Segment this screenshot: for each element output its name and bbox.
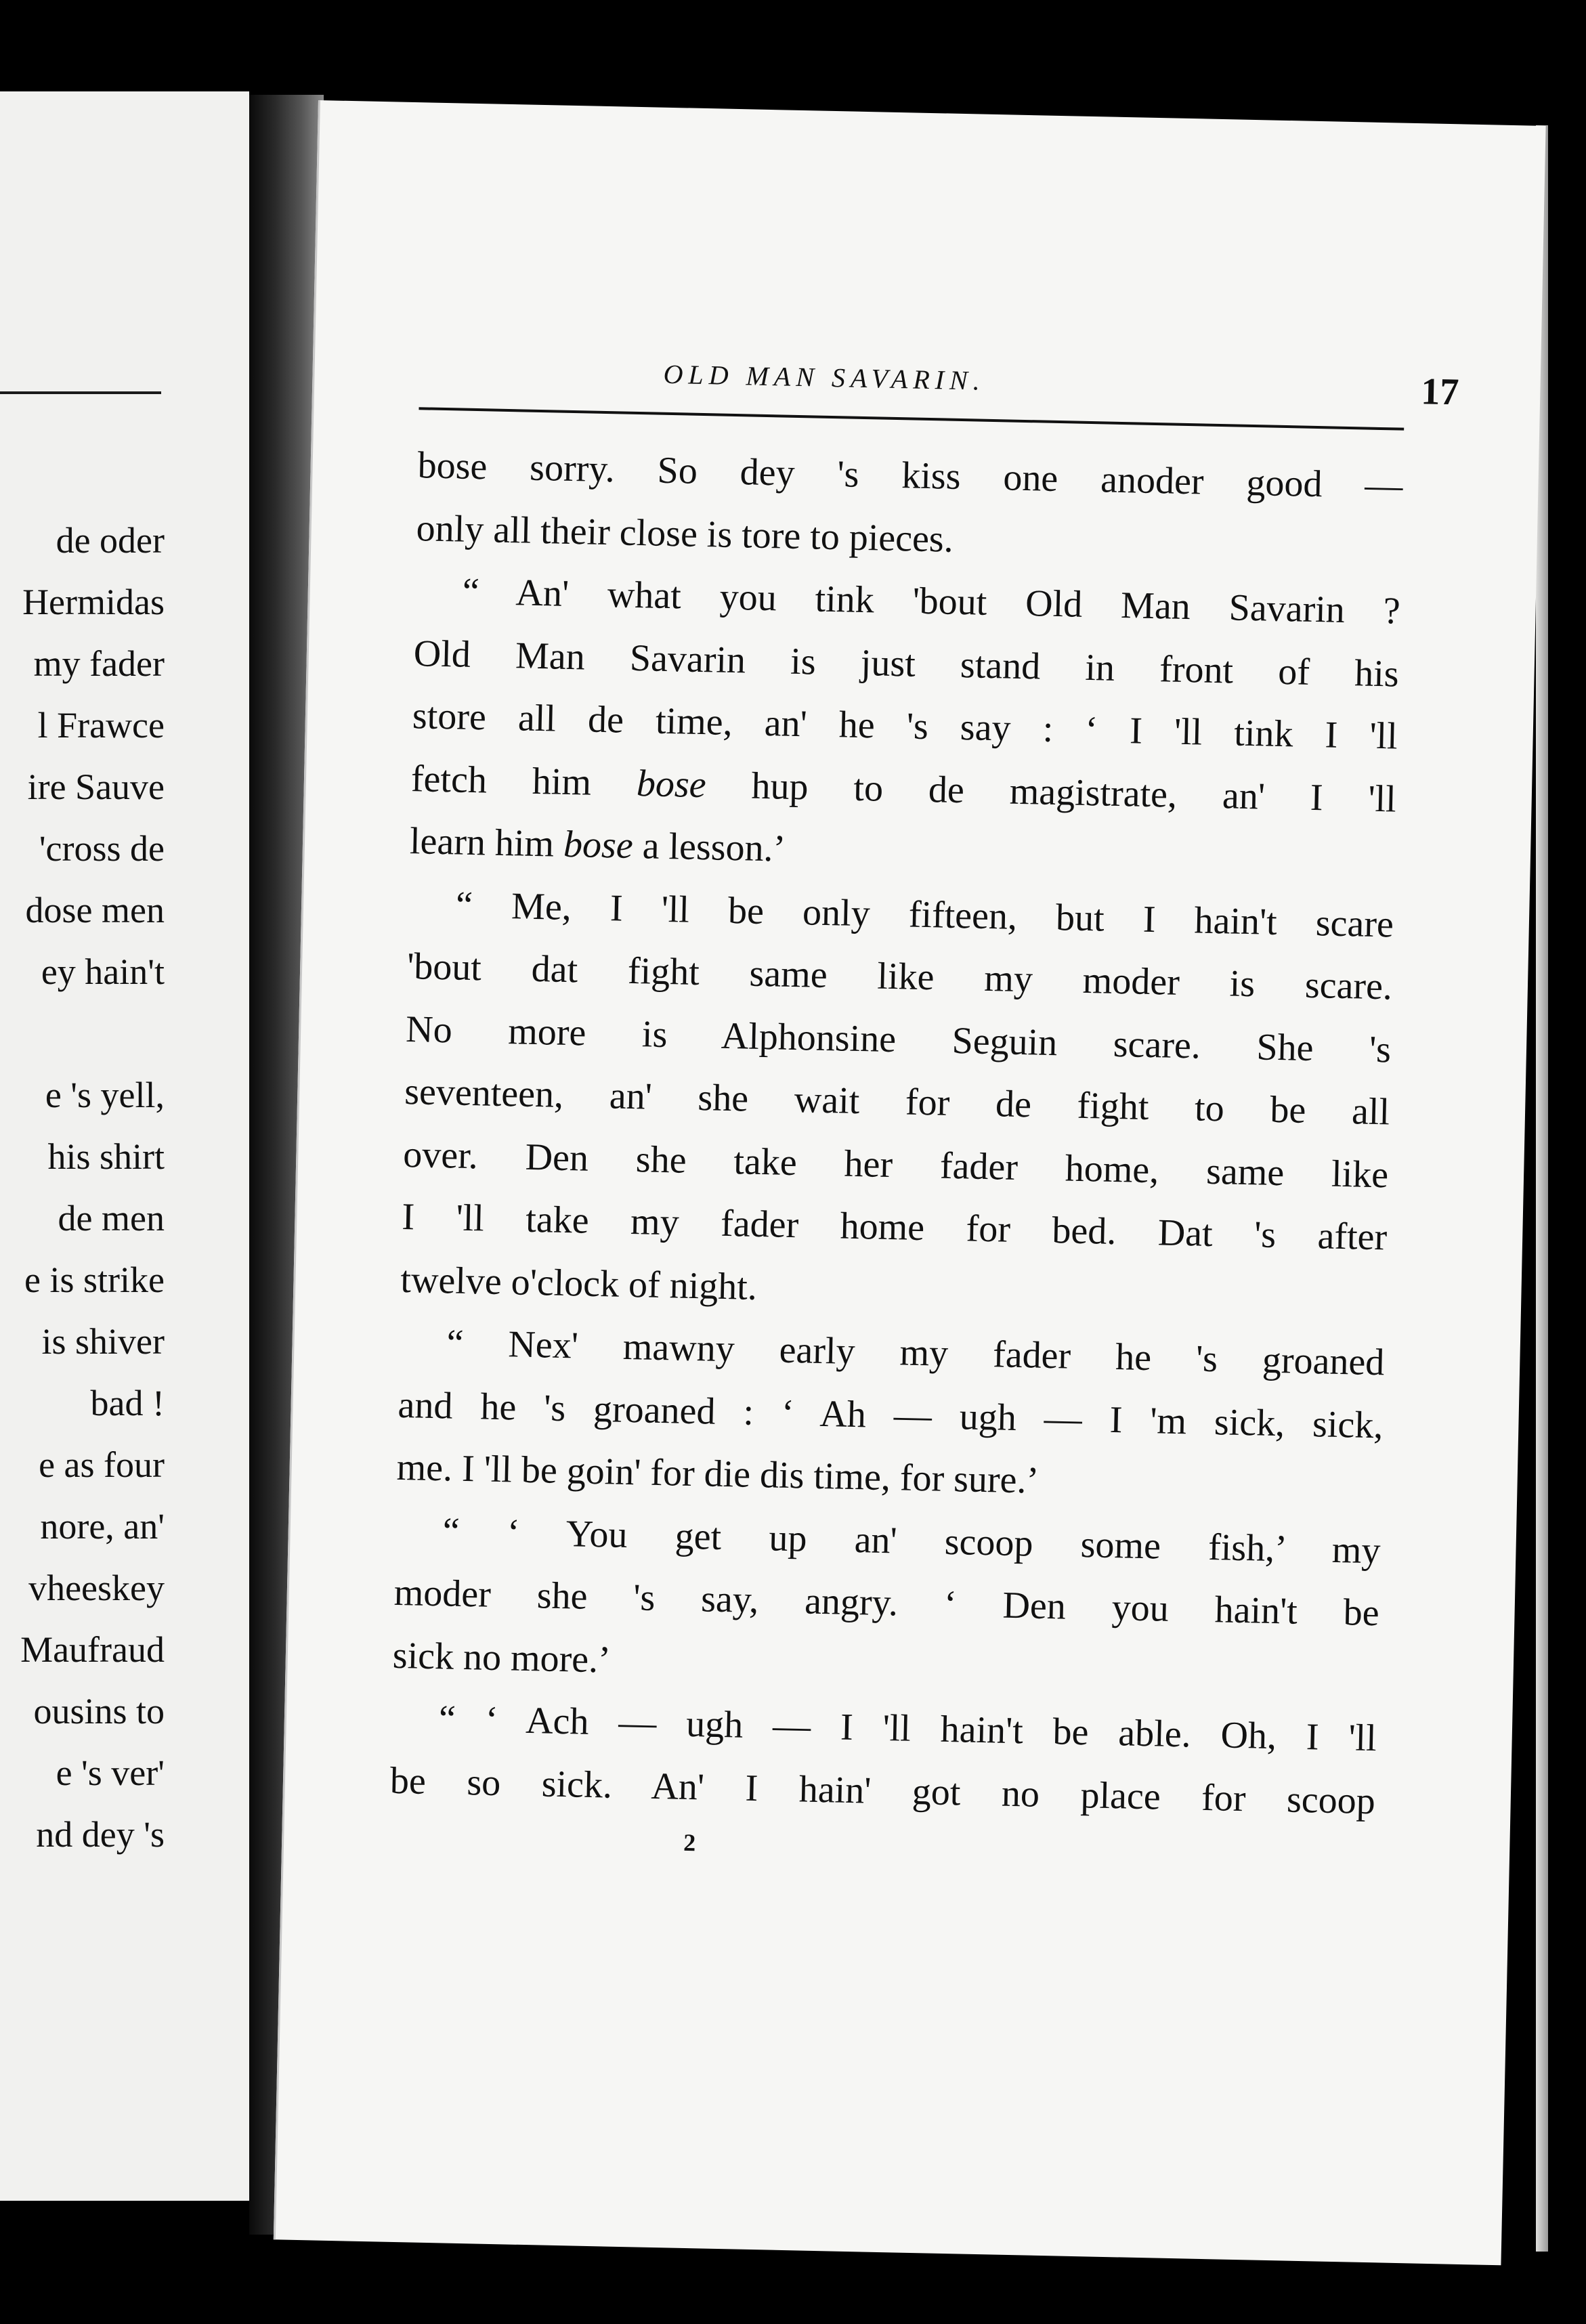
text-line: twelve o'clock of night. [400, 1258, 758, 1308]
text-line: only all their close is tore to pieces. [416, 507, 954, 561]
text-line: moder she 's say, angry. ‘ Den you hain't be [393, 1571, 1380, 1635]
text-line: sick no more.’ [392, 1634, 612, 1681]
signature-mark: 2 [683, 1828, 696, 1857]
text-line: learn him bose a lesson.’ [409, 820, 786, 870]
left-page-line: 'cross de [39, 828, 165, 869]
left-page-line: e 's ver' [56, 1752, 165, 1793]
left-page-line: de oder [56, 520, 165, 561]
text-line: No more is Alphonsine Seguin scare. She 's [405, 1008, 1392, 1071]
text-line: bose sorry. So dey 's kiss one anoder good — [417, 444, 1404, 507]
left-page [0, 91, 249, 2201]
left-page-line: e as four [39, 1444, 165, 1485]
body-text [389, 434, 1403, 1832]
left-page-line: l Frawce [37, 705, 165, 746]
left-page-line: Hermidas [22, 582, 165, 622]
left-page-line: e 's yell, [45, 1075, 165, 1115]
text-line: fetch him bose hup to de magistrate, an' I 'll [410, 757, 1397, 821]
left-page-line: his shirt [47, 1136, 165, 1177]
text-line: I 'll take my fader home for bed. Dat 's after [401, 1195, 1388, 1259]
text-line: Old Man Savarin is just stand in front of his [413, 632, 1400, 695]
header-rule [419, 407, 1404, 430]
text-line: “ Me, I 'll be only fifteen, but I hain't scare [455, 884, 1394, 946]
left-page-line: ey hain't [41, 951, 165, 992]
text-line: over. Den she take her fader home, same like [402, 1133, 1389, 1196]
left-page-line: ire Sauve [27, 767, 165, 807]
left-page-line: Maufraud [20, 1629, 165, 1670]
left-page-line [20, 1003, 165, 1064]
text-line: 'bout dat fight same like my moder is scare. [406, 945, 1393, 1008]
left-page-line: de men [58, 1198, 165, 1239]
left-header-rule [0, 391, 161, 394]
left-page-line: ousins to [33, 1691, 165, 1731]
left-page-line: nd dey 's [36, 1814, 165, 1855]
left-page-line: my fader [33, 643, 165, 684]
left-page-line: is shiver [41, 1321, 165, 1362]
left-page-line: bad ! [90, 1383, 165, 1423]
left-page-line: nore, an' [40, 1506, 165, 1547]
left-page-text [20, 510, 165, 1866]
left-page-line: vheeskey [28, 1568, 165, 1608]
text-line: and he 's groaned : ‘ Ah — ugh — I 'm sick, sick, [398, 1383, 1384, 1446]
page-number: 17 [1420, 370, 1459, 414]
text-line: store all de time, an' he 's say : ‘ I 'll tink I 'll [412, 695, 1398, 758]
left-page-line: e is strike [24, 1260, 165, 1300]
right-page [274, 100, 1546, 2265]
left-page-line: dose men [25, 890, 165, 930]
text-line: “ ‘ You get up an' scoop some fish,’ my [442, 1509, 1381, 1572]
running-header: OLD MAN SAVARIN. [663, 358, 986, 396]
text-line: “ ‘ Ach — ugh — I 'll hain't be able. Oh, I 'll [438, 1698, 1377, 1760]
text-line: seventeen, an' she wait for de fight to be all [404, 1070, 1390, 1134]
text-line: “ An' what you tink 'bout Old Man Savarin ? [462, 570, 1401, 632]
text-line: be so sick. An' I hain' got no place for scoop [389, 1759, 1376, 1822]
text-line: “ Nex' mawny early my fader he 's groaned [446, 1322, 1385, 1384]
text-line: me. I 'll be goin' for die dis time, for sure.’ [396, 1446, 1040, 1502]
